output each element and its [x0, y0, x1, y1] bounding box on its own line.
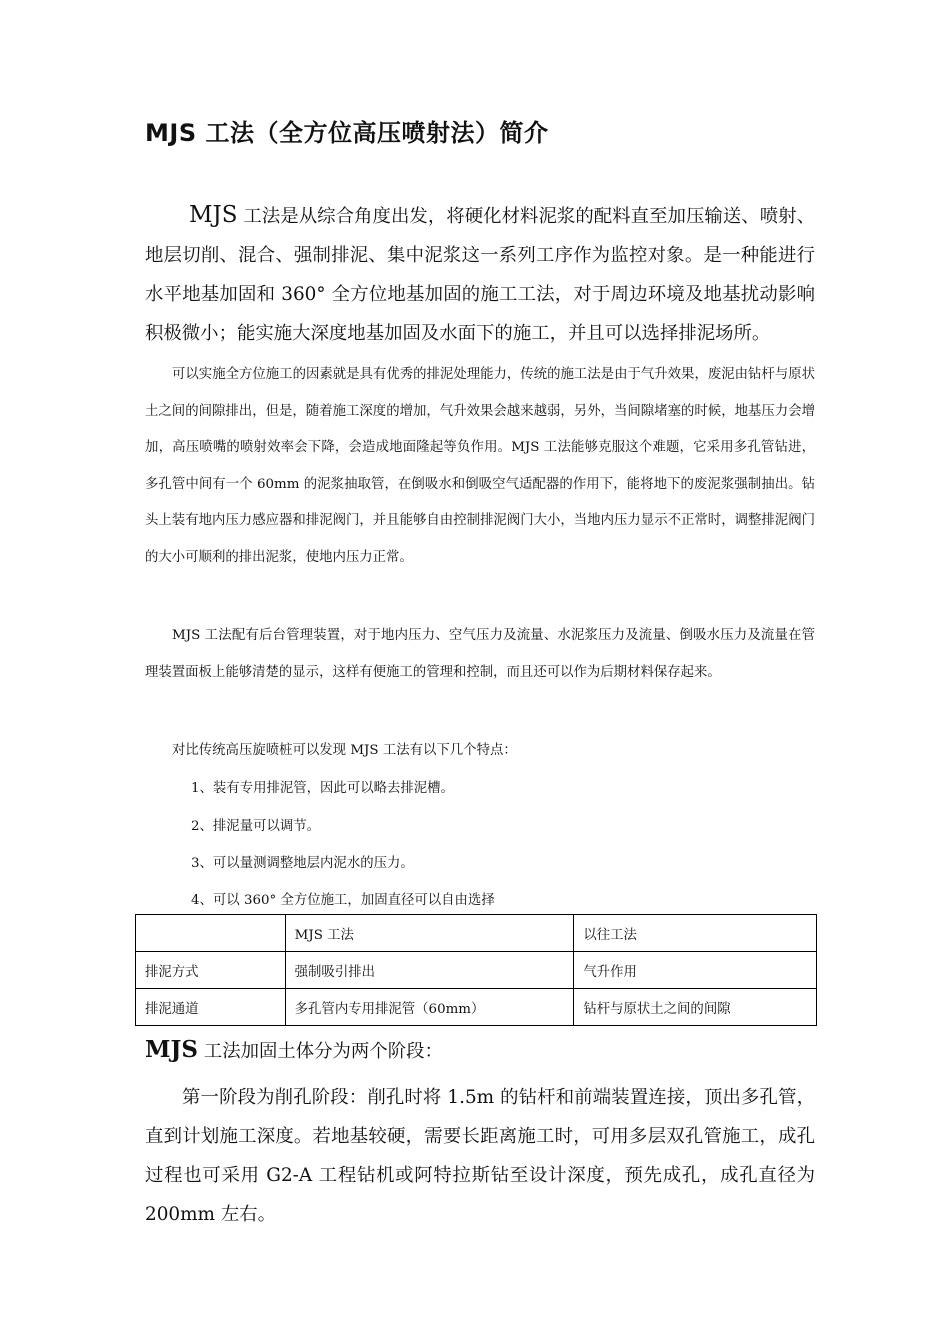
feature-item: 2、排泥量可以调节。 [191, 819, 321, 834]
feature-item: 4、可以 360° 全方位施工，加固直径可以自由选择 [191, 893, 495, 908]
intro-lead: MJS [189, 202, 238, 228]
features-intro: 对比传统高压旋喷桩可以发现 MJS 工法有以下几个特点： [172, 743, 517, 758]
stage1-paragraph [145, 1078, 815, 1234]
table-cell: 排泥通道 [136, 989, 286, 1026]
stages-heading-text: 工法加固土体分为两个阶段： [197, 1041, 443, 1062]
paragraph-management: MJS 工法配有后台管理装置，对于地内压力、空气压力及流量、水泥浆压力及流量、倒吸水压力及流量在管理装置面板上能够清楚的显示，这样有便施工的管理和控制，而且还可以作为后期材料保存起来。 [145, 628, 815, 680]
feature-item: 3、可以量测调整地层内泥水的压力。 [191, 856, 414, 871]
table-cell: 气升作用 [574, 952, 817, 989]
stage1-text: 第一阶段为削孔阶段：削孔时将 1.5m 的钻杆和前端装置连接，顶出多孔管，直到计划施工深度。若地基较硬，需要长距离施工时，可用多层双孔管施工，成孔过程也可采用 G2-A 工程钻机或阿特拉斯钻至设计深度，预先成孔，成孔直径为 200mm 左右。 [145, 1087, 815, 1225]
table-header-cell: MJS 工法 [285, 915, 574, 952]
table-cell: 钻杆与原状土之间的间隙 [574, 989, 817, 1026]
table-cell: 强制吸引排出 [285, 952, 574, 989]
table-header-row [136, 915, 817, 952]
table-cell: 排泥方式 [136, 952, 286, 989]
table-row [136, 952, 817, 989]
page-title: MJS 工法（全方位高压喷射法）简介 [145, 119, 549, 147]
stages-heading [145, 1036, 443, 1063]
table-cell: 多孔管内专用排泥管（60mm） [285, 989, 574, 1026]
intro-text: 工法是从综合角度出发，将硬化材料泥浆的配料直至加压输送、喷射、地层切削、混合、强制排泥、集中泥浆这一系列工序作为监控对象。是一种能进行水平地基加固和 360° 全方位地基加固的施工工法，对于周边环境及地基扰动影响积极微小；能实施大深度地基加固及水面下的施工，并且可以选择排泥场所。 [145, 206, 815, 344]
paragraph-drainage: 可以实施全方位施工的因素就是具有优秀的排泥处理能力，传统的施工法是由于气升效果，废泥由钻杆与原状土之间的间隙排出，但是，随着施工深度的增加，气升效果会越来越弱，另外，当间隙堵塞的时候，地基压力会增加，高压喷嘴的喷射效率会下降，会造成地面隆起等负作用。MJS 工法能够克服这个难题，它采用多孔管钻进，多孔管中间有一个 60mm 的泥浆抽取管，在倒吸水和倒吸空气适配器的作用下，能将地下的废泥浆强制抽出。钻头上装有地内压力感应器和排泥阀门，并且能够自由控制排泥阀门大小，当地内压力显示不正常时，调整排泥阀门的大小可顺利的排出泥浆，使地内压力正常。 [145, 367, 815, 565]
intro-paragraph [145, 196, 815, 353]
stages-lead: MJS [145, 1036, 198, 1063]
table-row [136, 989, 817, 1026]
feature-item: 1、装有专用排泥管，因此可以略去排泥槽。 [191, 781, 454, 796]
comparison-table [135, 914, 817, 1026]
table-header-cell: 以往工法 [574, 915, 817, 952]
table-header-cell [136, 915, 286, 952]
